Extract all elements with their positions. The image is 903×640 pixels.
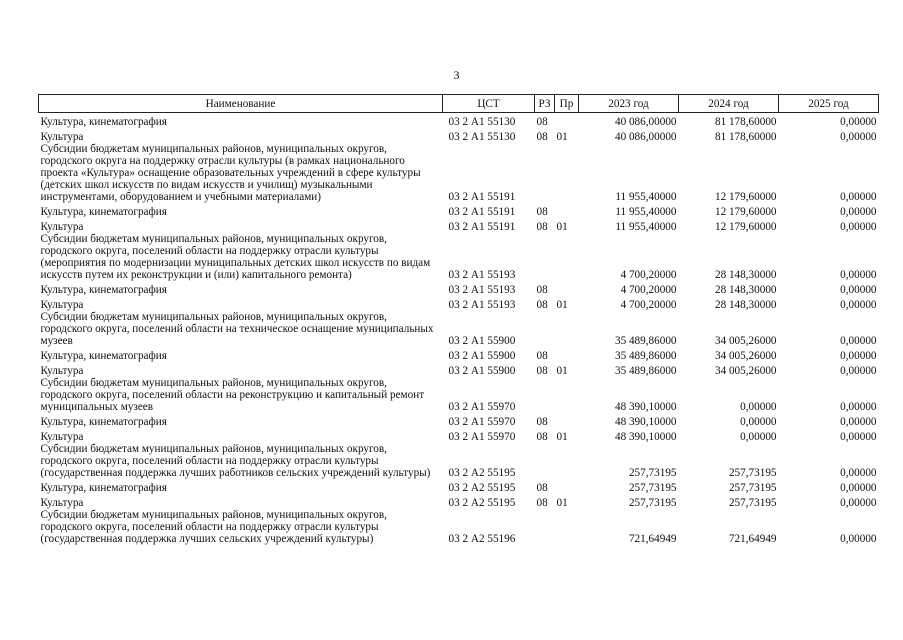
row-pr: 01: [556, 299, 568, 311]
table-row: [39, 128, 879, 143]
table-row: [39, 347, 879, 362]
row-cst: 03 2 А1 55193: [448, 299, 516, 311]
row-amount-2023: 4 700,20000: [620, 299, 677, 311]
row-rz: 08: [536, 365, 548, 377]
row-amount-2025: 0,00000: [840, 335, 877, 347]
row-amount-2025: 0,00000: [840, 533, 877, 545]
row-name: Субсидии бюджетам муниципальных районов, муниципальных округов, городского округа, поселений области на поддержку отрасли культуры (государственная поддержка лучших работников сельских учреждений культуры): [40, 443, 431, 479]
table-row: [39, 413, 879, 428]
header-2023: 2023 год: [579, 95, 679, 113]
row-name: Субсидии бюджетам муниципальных районов, муниципальных округов, городского округа на поддержку отрасли культуры (в рамках национального проекта «Культура» оснащение образовательных учреждений в сфере культуры (детских школ искусств по видам искусств и училищ) музыкальными инструментами, оборудованием и учебными материалами): [40, 143, 421, 203]
row-name: Культура, кинематография: [40, 116, 167, 128]
row-amount-2024: 12 179,60000: [714, 221, 777, 233]
row-rz: 08: [536, 221, 548, 233]
row-amount-2024: 257,73195: [728, 497, 777, 509]
row-pr: [555, 509, 579, 545]
row-rz: 08: [536, 497, 548, 509]
row-cst: 03 2 А1 55191: [448, 221, 516, 233]
row-amount-2024: 257,73195: [728, 482, 777, 494]
row-rz: 08: [536, 299, 548, 311]
row-amount-2025: 0,00000: [840, 482, 877, 494]
row-amount-2023: 35 489,86000: [614, 335, 677, 347]
row-name: Культура, кинематография: [40, 350, 167, 362]
table-row: [39, 494, 879, 509]
row-amount-2025: 0,00000: [840, 350, 877, 362]
row-amount-2025: 0,00000: [840, 269, 877, 281]
table-row: [39, 113, 879, 129]
row-amount-2025: 0,00000: [840, 191, 877, 203]
row-name: Культура: [40, 221, 84, 233]
table-row: [39, 377, 879, 413]
row-cst: 03 2 А1 55130: [448, 131, 516, 143]
row-amount-2024: 0,00000: [740, 431, 777, 443]
row-amount-2024: 81 178,60000: [714, 131, 777, 143]
row-amount-2025: 0,00000: [840, 431, 877, 443]
row-amount-2023: 4 700,20000: [620, 284, 677, 296]
row-amount-2023: 257,73195: [628, 482, 677, 494]
row-cst: 03 2 А1 55193: [448, 269, 516, 281]
row-amount-2024: 28 148,30000: [714, 284, 777, 296]
row-amount-2024: 12 179,60000: [714, 206, 777, 218]
row-rz: [535, 443, 555, 479]
header-cst: ЦСТ: [443, 95, 535, 113]
row-amount-2025: 0,00000: [840, 299, 877, 311]
table-row: [39, 362, 879, 377]
row-amount-2024: 81 178,60000: [714, 116, 777, 128]
row-name: Культура, кинематография: [40, 482, 167, 494]
row-name: Культура: [40, 497, 84, 509]
row-amount-2025: 0,00000: [840, 401, 877, 413]
page-number: 3: [453, 68, 460, 82]
row-cst: 03 2 А1 55191: [448, 206, 516, 218]
row-amount-2025: 0,00000: [840, 131, 877, 143]
row-amount-2024: 721,64949: [728, 533, 777, 545]
table-row: [39, 281, 879, 296]
row-pr: [555, 233, 579, 281]
row-rz: [535, 509, 555, 545]
row-cst: 03 2 А1 55970: [448, 416, 516, 428]
row-amount-2024: 0,00000: [740, 401, 777, 413]
row-amount-2024: 0,00000: [740, 416, 777, 428]
row-amount-2025: 0,00000: [840, 467, 877, 479]
row-name: Культура, кинематография: [40, 416, 167, 428]
row-amount-2023: 35 489,86000: [614, 365, 677, 377]
row-name: Субсидии бюджетам муниципальных районов, муниципальных округов, городского округа, поселений области на поддержку отрасли культуры (государственная поддержка лучших сельских учреждений культуры): [40, 509, 387, 545]
row-cst: 03 2 А2 55196: [448, 533, 516, 545]
row-pr: 01: [556, 365, 568, 377]
row-amount-2023: 11 955,40000: [615, 206, 677, 218]
header-2024: 2024 год: [679, 95, 779, 113]
table-row: [39, 233, 879, 281]
row-pr: [555, 413, 579, 428]
row-amount-2024: 28 148,30000: [714, 269, 777, 281]
row-rz: [535, 233, 555, 281]
row-amount-2023: 721,64949: [628, 533, 677, 545]
row-amount-2025: 0,00000: [840, 365, 877, 377]
row-rz: [535, 311, 555, 347]
row-amount-2024: 34 005,26000: [714, 335, 777, 347]
row-cst: 03 2 А1 55970: [448, 401, 516, 413]
row-amount-2025: 0,00000: [840, 206, 877, 218]
row-pr: [555, 443, 579, 479]
row-amount-2024: 12 179,60000: [714, 191, 777, 203]
row-cst: 03 2 А2 55195: [448, 497, 516, 509]
row-amount-2023: 40 086,00000: [614, 131, 677, 143]
row-pr: [555, 377, 579, 413]
row-name: Культура: [40, 299, 84, 311]
row-rz: 08: [536, 431, 548, 443]
row-cst: 03 2 А1 55900: [448, 335, 516, 347]
row-name: Культура, кинематография: [40, 206, 167, 218]
row-rz: 08: [536, 206, 548, 218]
table-row: [39, 218, 879, 233]
row-pr: [555, 113, 579, 129]
row-rz: [535, 377, 555, 413]
row-rz: 08: [536, 350, 548, 362]
row-amount-2023: 257,73195: [628, 467, 677, 479]
row-name: Субсидии бюджетам муниципальных районов, муниципальных округов, городского округа, поселений области на реконструкцию и капитальный ремонт муниципальных музеев: [40, 377, 425, 413]
row-amount-2025: 0,00000: [840, 116, 877, 128]
row-amount-2023: 4 700,20000: [620, 269, 677, 281]
header-2025: 2025 год: [779, 95, 879, 113]
row-amount-2023: 48 390,10000: [614, 416, 677, 428]
table-header: [39, 95, 879, 113]
row-cst: 03 2 А2 55195: [448, 467, 516, 479]
row-cst: 03 2 А1 55970: [448, 431, 516, 443]
row-amount-2024: 28 148,30000: [714, 299, 777, 311]
header-pr: Пр: [555, 95, 579, 113]
row-pr: 01: [556, 431, 568, 443]
table-row: [39, 509, 879, 545]
row-pr: [555, 143, 579, 203]
row-pr: 01: [556, 221, 568, 233]
row-name: Субсидии бюджетам муниципальных районов, муниципальных округов, городского округа, поселений области на поддержку отрасли культуры (мероприятия по модернизации муниципальных детских школ искусств по видам искусств путем их реконструкции и (или) капитального ремонта): [40, 233, 431, 281]
table-row: [39, 443, 879, 479]
row-amount-2025: 0,00000: [840, 221, 877, 233]
row-name: Культура: [40, 431, 84, 443]
table-row: [39, 296, 879, 311]
row-rz: 08: [536, 284, 548, 296]
row-cst: 03 2 А2 55195: [448, 482, 516, 494]
row-pr: [555, 203, 579, 218]
row-name: Культура: [40, 131, 84, 143]
table-row: [39, 479, 879, 494]
table-row: [39, 203, 879, 218]
table-row: [39, 428, 879, 443]
row-rz: 08: [536, 116, 548, 128]
row-pr: 01: [556, 131, 568, 143]
row-pr: [555, 311, 579, 347]
row-cst: 03 2 А1 55193: [448, 284, 516, 296]
row-amount-2025: 0,00000: [840, 416, 877, 428]
row-rz: 08: [536, 482, 548, 494]
row-amount-2025: 0,00000: [840, 284, 877, 296]
row-amount-2024: 34 005,26000: [714, 350, 777, 362]
row-rz: 08: [536, 416, 548, 428]
row-pr: [555, 347, 579, 362]
row-cst: 03 2 А1 55191: [448, 191, 516, 203]
header-name: Наименование: [39, 95, 443, 113]
row-amount-2023: 48 390,10000: [614, 401, 677, 413]
row-amount-2025: 0,00000: [840, 497, 877, 509]
row-pr: [555, 281, 579, 296]
table-row: [39, 143, 879, 203]
row-amount-2023: 40 086,00000: [614, 116, 677, 128]
row-pr: 01: [556, 497, 568, 509]
row-amount-2023: 48 390,10000: [614, 431, 677, 443]
row-pr: [555, 479, 579, 494]
row-cst: 03 2 А1 55900: [448, 350, 516, 362]
row-cst: 03 2 А1 55130: [448, 116, 516, 128]
row-name: Культура, кинематография: [40, 284, 167, 296]
row-rz: [535, 143, 555, 203]
table-row: [39, 311, 879, 347]
header-rz: РЗ: [535, 95, 555, 113]
row-amount-2023: 257,73195: [628, 497, 677, 509]
table-body: [39, 113, 879, 546]
row-amount-2023: 11 955,40000: [615, 221, 677, 233]
row-name: Субсидии бюджетам муниципальных районов, муниципальных округов, городского округа, поселений области на техническое оснащение муниципальных музеев: [40, 311, 434, 347]
row-name: Культура: [40, 365, 84, 377]
row-cst: 03 2 А1 55900: [448, 365, 516, 377]
row-amount-2023: 35 489,86000: [614, 350, 677, 362]
budget-table: [38, 94, 879, 545]
row-amount-2024: 257,73195: [728, 467, 777, 479]
row-rz: 08: [536, 131, 548, 143]
row-amount-2023: 11 955,40000: [615, 191, 677, 203]
row-amount-2024: 34 005,26000: [714, 365, 777, 377]
